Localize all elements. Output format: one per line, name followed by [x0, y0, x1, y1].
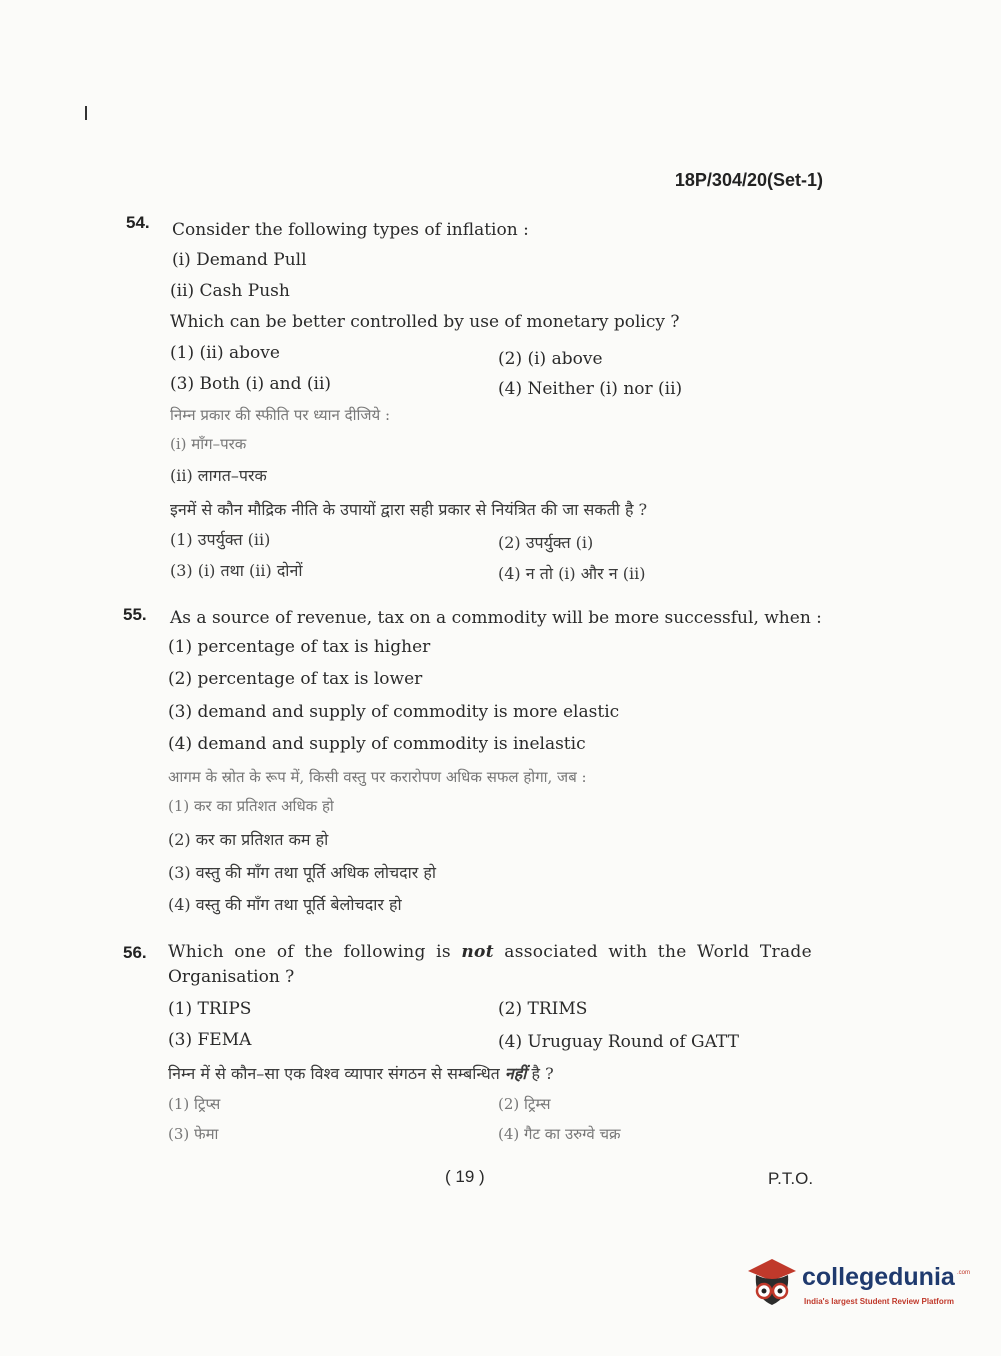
question-ask-hindi: इनमें से कौन मौद्रिक नीति के उपायों द्वारा सही प्रकार से नियंत्रित की जा सकती है ?	[170, 500, 648, 519]
option-hindi: (2) ट्रिम्स	[498, 1095, 551, 1113]
question-text-part: associated with the World Trade	[504, 942, 812, 962]
option: (4) Neither (i) nor (ii)	[498, 379, 683, 399]
option-hindi: (4) न तो (i) और न (ii)	[498, 564, 646, 583]
question-number: 54.	[126, 213, 150, 232]
page-number: ( 19 )	[445, 1167, 485, 1186]
question-text-line2: Organisation ?	[168, 967, 295, 987]
paper-code: 18P/304/20(Set-1)	[674, 170, 823, 190]
question-text-hindi	[168, 1062, 554, 1084]
option-hindi: (1) उपर्युक्त (ii)	[170, 530, 271, 549]
option-hindi: (3) फेमा	[168, 1125, 219, 1143]
list-item-hindi: (ii) लागत–परक	[170, 466, 267, 485]
option-hindi: (4) वस्तु की माँग तथा पूर्ति बेलोचदार हो	[168, 895, 402, 914]
list-item-hindi: (i) माँग–परक	[170, 435, 247, 453]
option: (4) Uruguay Round of GATT	[498, 1032, 739, 1052]
option-hindi: (2) कर का प्रतिशत कम हो	[168, 830, 329, 849]
option-hindi: (1) कर का प्रतिशत अधिक हो	[168, 797, 334, 815]
emphasis-text: not	[461, 942, 494, 962]
brand-suffix: .com	[957, 1270, 971, 1276]
option: (3) demand and supply of commodity is more elastic	[168, 702, 620, 722]
question-text-part: निम्न में से कौन–सा एक विश्व व्यापार संगठन से सम्बन्धित	[168, 1064, 500, 1083]
question-text-part: है ?	[531, 1064, 554, 1083]
question-text	[168, 942, 812, 962]
option: (3) FEMA	[168, 1030, 252, 1050]
mascot-icon	[742, 1253, 802, 1313]
question-text-hindi: निम्न प्रकार की स्फीति पर ध्यान दीजिये :	[170, 406, 390, 424]
question-number: 56.	[123, 943, 147, 962]
emphasis-text: नहीं	[504, 1064, 527, 1083]
option: (1) (ii) above	[170, 343, 280, 363]
option-hindi: (1) ट्रिप्स	[168, 1095, 221, 1113]
question-text: Consider the following types of inflation :	[172, 220, 529, 240]
question-text-part: Which one of the following is	[168, 942, 451, 962]
option: (2) TRIMS	[498, 999, 588, 1019]
option: (4) demand and supply of commodity is inelastic	[168, 734, 586, 754]
brand-tagline: India's largest Student Review Platform	[804, 1297, 954, 1306]
option-hindi: (4) गैट का उरुग्वे चक्र	[498, 1125, 621, 1143]
option-hindi: (3) वस्तु की माँग तथा पूर्ति अधिक लोचदार हो	[168, 863, 437, 882]
list-item: (i) Demand Pull	[172, 250, 307, 270]
question-text-hindi: आगम के स्रोत के रूप में, किसी वस्तु पर करारोपण अधिक सफल होगा, जब :	[168, 768, 587, 786]
question-number: 55.	[123, 605, 147, 624]
option: (1) percentage of tax is higher	[168, 637, 431, 657]
option-hindi: (3) (i) तथा (ii) दोनों	[170, 561, 303, 580]
option: (2) (i) above	[498, 349, 603, 369]
option: (1) TRIPS	[168, 999, 252, 1019]
stray-mark	[85, 106, 87, 120]
brand-name: collegedunia	[802, 1263, 955, 1291]
list-item: (ii) Cash Push	[170, 281, 290, 301]
option: (3) Both (i) and (ii)	[170, 374, 332, 394]
option-hindi: (2) उपर्युक्त (i)	[498, 533, 594, 552]
pto-label: P.T.O.	[768, 1169, 814, 1188]
option: (2) percentage of tax is lower	[168, 669, 423, 689]
question-text: As a source of revenue, tax on a commodity will be more successful, when :	[170, 608, 822, 628]
question-ask: Which can be better controlled by use of monetary policy ?	[170, 312, 680, 332]
